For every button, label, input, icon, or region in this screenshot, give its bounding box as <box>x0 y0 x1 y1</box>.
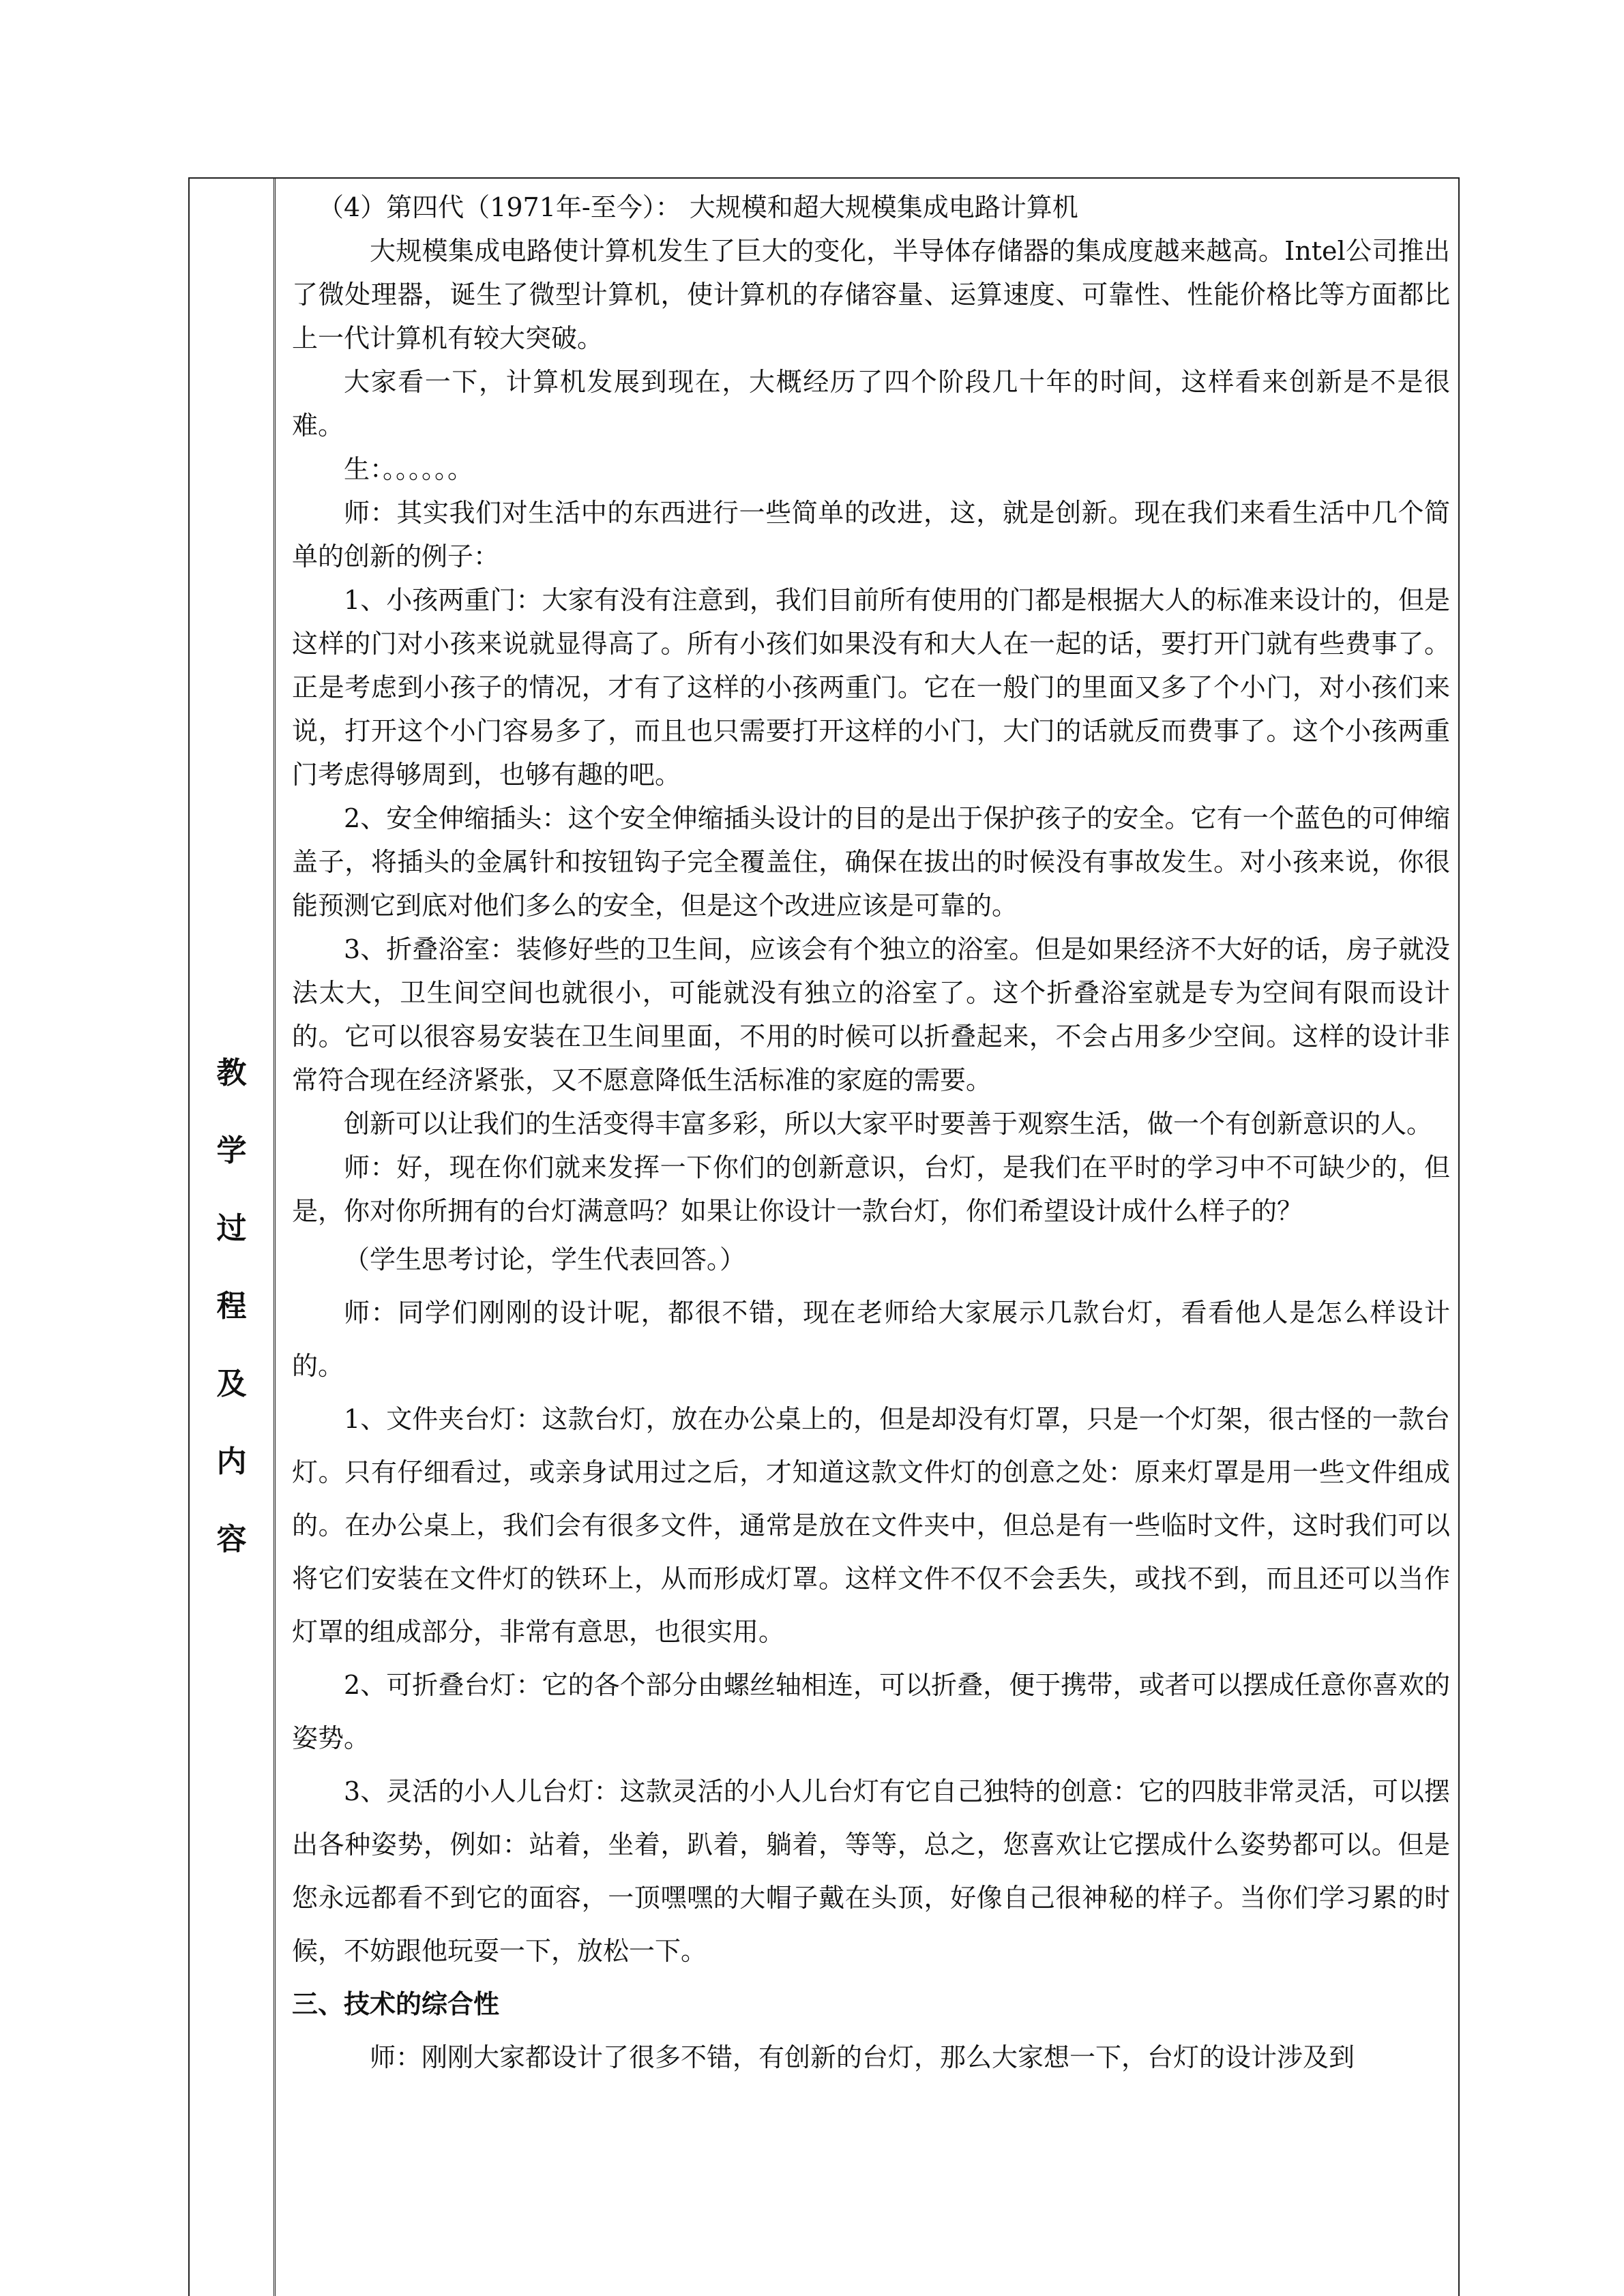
paragraph-lamp-showcase-intro: 师：同学们刚刚的设计呢，都很不错，现在老师给大家展示几款台灯，看看他人是怎么样设计的。 <box>292 1298 1450 1381</box>
content-cell <box>292 185 1450 2084</box>
lesson-table <box>188 177 1460 2296</box>
side-label-char: 学 <box>216 1133 247 1168</box>
side-label <box>190 1058 274 1602</box>
paragraph-teacher-innovation: 师：其实我们对生活中的东西进行一些简单的改进，这，就是创新。现在我们来看生活中几个简单的创新的例子： <box>292 498 1450 571</box>
paragraph-student-discussion: （学生思考讨论，学生代表回答。） <box>344 1244 746 1274</box>
paragraph-four-stages: 大家看一下，计算机发展到现在，大概经历了四个阶段几十年的时间，这样看来创新是不是很难。 <box>292 367 1450 441</box>
paragraph-lamp-design-question: 师：刚刚大家都设计了很多不错，有创新的台灯，那么大家想一下，台灯的设计涉及到 <box>370 2042 1355 2072</box>
paragraph-innovation-summary: 创新可以让我们的生活变得丰富多彩，所以大家平时要善于观察生活，做一个有创新意识的人。 <box>344 1109 1433 1139</box>
paragraph-example-folding-bathroom: 3、折叠浴室：装修好些的卫生间，应该会有个独立的浴室。但是如果经济不大好的话，房子就没法太大，卫生间空间也就很小，可能就没有独立的浴室了。这个折叠浴室就是专为空间有限而设计的。它可以很容易安装在卫生间里面，不用的时候可以折叠起来，不会占用多少空间。这样的设计非常符合现在经济紧张，又不愿意降低生活标准的家庭的需要。 <box>292 934 1450 1095</box>
paragraph-fourth-generation: （4）第四代（1971年-至今）： 大规模和超大规模集成电路计算机 <box>318 192 1078 222</box>
side-label-char: 教 <box>216 1056 247 1090</box>
side-label-char: 容 <box>216 1522 247 1557</box>
paragraph-student-reply: 生：。。。。。。 <box>344 454 474 484</box>
section-heading-comprehensive: 三、技术的综合性 <box>292 1989 500 2019</box>
paragraph-desk-lamp-question: 师：好，现在你们就来发挥一下你们的创新意识，台灯，是我们在平时的学习中不可缺少的，但是，你对你所拥有的台灯满意吗？如果让你设计一款台灯，你们希望设计成什么样子的？ <box>292 1152 1450 1226</box>
side-label-char: 内 <box>216 1444 247 1479</box>
side-label-char: 及 <box>216 1367 247 1401</box>
paragraph-lsi-description: 大规模集成电路使计算机发生了巨大的变化，半导体存储器的集成度越来越高。Intel公司推出了微处理器，诞生了微型计算机，使计算机的存储容量、运算速度、可靠性、性能价格比等方面都比上一代计算机有较大突破。 <box>292 236 1450 353</box>
paragraph-example-safety-plug: 2、安全伸缩插头：这个安全伸缩插头设计的目的是出于保护孩子的安全。它有一个蓝色的可伸缩盖子，将插头的金属针和按钮钩子完全覆盖住，确保在拔出的时候没有事故发生。对小孩来说，你很能预测它到底对他们多么的安全，但是这个改进应该是可靠的。 <box>292 803 1450 921</box>
paragraph-lamp-folder: 1、文件夹台灯：这款台灯，放在办公桌上的，但是却没有灯罩，只是一个灯架，很古怪的一款台灯。只有仔细看过，或亲身试用过之后，才知道这款文件灯的创意之处：原来灯罩是用一些文件组成的。在办公桌上，我们会有很多文件，通常是放在文件夹中，但总是有一些临时文件，这时我们可以将它们安装在文件灯的铁环上，从而形成灯罩。这样文件不仅不会丢失，或找不到，而且还可以当作灯罩的组成部分，非常有意思，也很实用。 <box>292 1404 1450 1647</box>
paragraph-example-double-door: 1、小孩两重门：大家有没有注意到，我们目前所有使用的门都是根据大人的标准来设计的，但是这样的门对小孩来说就显得高了。所有小孩们如果没有和大人在一起的话，要打开门就有些费事了。正是考虑到小孩子的情况，才有了这样的小孩两重门。它在一般门的里面又多了个小门，对小孩们来说，打开这个小门容易多了，而且也只需要打开这样的小门，大门的话就反而费事了。这个小孩两重门考虑得够周到，也够有趣的吧。 <box>292 585 1450 790</box>
paragraph-lamp-foldable: 2、可折叠台灯：它的各个部分由螺丝轴相连，可以折叠，便于携带，或者可以摆成任意你喜欢的姿势。 <box>292 1670 1450 1753</box>
paragraph-lamp-little-man: 3、灵活的小人儿台灯：这款灵活的小人儿台灯有它自己独特的创意：它的四肢非常灵活，可以摆出各种姿势，例如：站着，坐着，趴着，躺着，等等，总之，您喜欢让它摆成什么姿势都可以。但是您永远都看不到它的面容，一顶嘿嘿的大帽子戴在头顶，好像自己很神秘的样子。当你们学习累的时候，不妨跟他玩耍一下，放松一下。 <box>292 1776 1450 1966</box>
side-label-char: 程 <box>216 1289 247 1324</box>
side-label-char: 过 <box>216 1211 247 1246</box>
side-label-column <box>190 179 276 2296</box>
